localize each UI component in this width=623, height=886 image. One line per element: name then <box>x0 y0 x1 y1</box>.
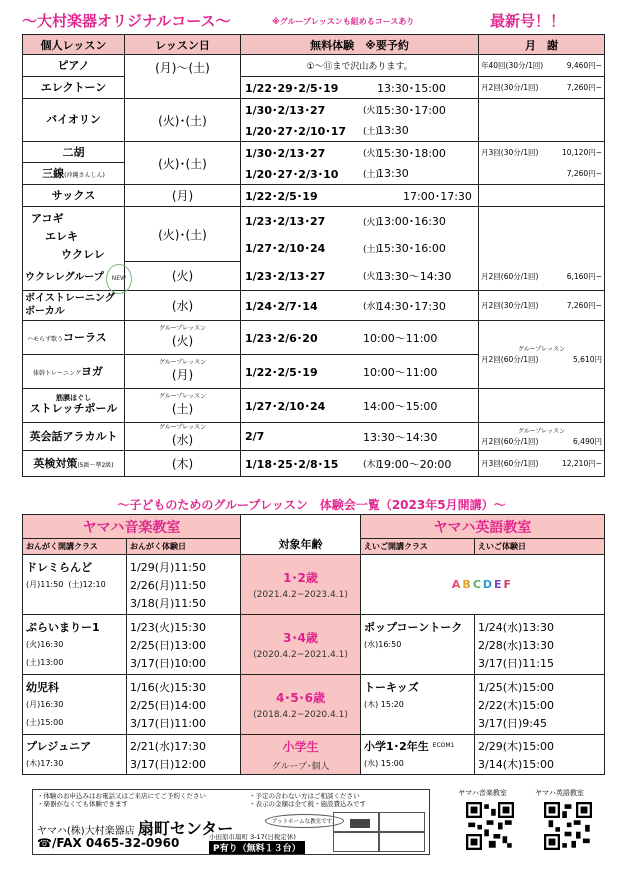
footer-notes-right: ・予定の合わない方はご相談ください ・表示の金額は全て税・施設費込みです <box>249 792 366 809</box>
parking-badge: P有り（無料１３台） <box>209 841 305 854</box>
music-class: ぷらいまりー1 (火)16:30 (土)13:00 <box>23 615 127 675</box>
english-school-header: ヤマハ英語教室 <box>361 515 605 539</box>
course-trial: 1/24･2/7･14 (水) 14:30･17:30 <box>241 291 479 321</box>
course-trial: 2/7 13:30～14:30 <box>241 423 479 451</box>
course-name: バイオリン <box>23 99 125 142</box>
music-trials: 1/16(火)15:30 2/25(日)14:00 3/17(日)11:00 <box>127 675 241 735</box>
table-row <box>23 99 605 142</box>
table-row <box>23 555 605 615</box>
course-fee <box>479 185 605 207</box>
col-header-fee: 月 謝 <box>479 35 605 55</box>
course-name: ハモらず歌うコーラス <box>23 321 125 355</box>
table-row <box>23 77 605 99</box>
music-class-header: おんがく開講クラス <box>23 539 127 555</box>
course-day: (月)〜(土) <box>125 55 241 99</box>
age-cell: 4･5･6歳 (2018.4.2~2020.4.1) <box>241 675 361 735</box>
course-name: ピアノ <box>23 55 125 77</box>
course-day: グループレッスン (水) <box>125 423 241 451</box>
course-name: アコギ エレキ ウクレレ ウクレレグループ NEW <box>23 207 125 291</box>
kids-header-row <box>23 515 605 539</box>
table-row <box>23 207 605 291</box>
age-header: 対象年齢 <box>241 515 361 555</box>
course-day: (水) <box>125 291 241 321</box>
course-day: グループレッスン (土) <box>125 389 241 423</box>
course-trial: 1/30･2/13･27 (火) 15:30･18:00 1/20･27･2/3･10 (土) 13:30 <box>241 142 479 185</box>
course-day: (木) <box>125 451 241 477</box>
course-trial: ①～⑪まで沢山あります。 <box>241 55 479 77</box>
music-class: 幼児科 (月)16:30 (土)15:00 <box>23 675 127 735</box>
course-fee: グループレッスン 月2回(60分/1回) 5,610円 <box>479 321 605 389</box>
age-cell: 3･4歳 (2020.4.2~2021.4.1) <box>241 615 361 675</box>
shop-phone: ☎/FAX 0465-32-0960 <box>37 836 180 850</box>
table-row <box>23 185 605 207</box>
course-trial: 1/23･2/6･20 10:00～11:00 <box>241 321 479 355</box>
footer-box <box>32 789 430 855</box>
col-header-lesson: 個人レッスン <box>23 35 125 55</box>
course-fee: 月3回(30分/1回) 10,120円~ 7,260円~ <box>479 142 605 185</box>
title-bar <box>22 6 602 34</box>
col-header-trial: 無料体験 ※要予約 <box>241 35 479 55</box>
age-cell: 小学生 グループ･個人 <box>241 735 361 775</box>
course-name: 英会話アラカルト <box>23 423 125 451</box>
table-row <box>23 675 605 735</box>
age-cell: 1･2歳 (2021.4.2~2023.4.1) <box>241 555 361 615</box>
course-fee: 年40回(30分/1回) 9,460円~ <box>479 55 605 77</box>
course-trial: 1/30･2/13･27 (火) 15:30･17:00 1/20･27･2/10･17 (土) 13:30 <box>241 99 479 142</box>
course-fee: 月3回(60分/1回) 12,210円~ <box>479 451 605 477</box>
music-trial-header: おんがく体験日 <box>127 539 241 555</box>
music-trials: 1/23(火)15:30 2/25(日)13:00 3/17(日)10:00 <box>127 615 241 675</box>
table-row <box>23 389 605 423</box>
qr-code-icon[interactable] <box>544 802 592 850</box>
english-trials: 1/25(木)15:00 2/22(木)15:00 3/17(日)9:45 <box>475 675 605 735</box>
course-trial: 1/18･25･2/8･15 (木) 19:00～20:00 <box>241 451 479 477</box>
col-header-day: レッスン日 <box>125 35 241 55</box>
course-day: (火)･(土) (火) <box>125 207 241 291</box>
music-class: ドレミらんど (月)11:50 (土)12:10 <box>23 555 127 615</box>
map-icon <box>333 812 425 852</box>
table-row <box>23 321 605 355</box>
shop-address: 小田原市扇町 3-17(日税定休) <box>209 833 296 841</box>
course-name: 体幹トレーニングヨガ <box>23 355 125 389</box>
page-title: 〜大村楽器オリジナルコース〜 <box>22 12 231 30</box>
course-name: 筋膜ほぐし ストレッチポール <box>23 389 125 423</box>
english-class: ポップコーントーク (水)16:50 <box>361 615 475 675</box>
course-day: グループレッスン (月) <box>125 355 241 389</box>
music-trials: 1/29(月)11:50 2/26(月)11:50 3/18(月)11:50 <box>127 555 241 615</box>
shop-name: ヤマハ(株)大村楽器店 扇町センター <box>37 819 234 838</box>
course-fee <box>479 389 605 423</box>
course-trial: 1/23･2/13･27 (火) 13:00･16:30 1/27･2/10･24 (土) 15:30･16:00 1/23･2/13･27 (火) 13:30～14:30 <box>241 207 479 291</box>
course-trial: 1/27･2/10･24 14:00～15:00 <box>241 389 479 423</box>
course-day: (月) <box>125 185 241 207</box>
course-day: (火)･(土) <box>125 142 241 185</box>
table-row <box>23 735 605 775</box>
kids-table <box>22 514 605 775</box>
course-fee: 月2回(30分/1回) 7,260円~ <box>479 291 605 321</box>
course-trial: 1/22･2/5･19 10:00～11:00 <box>241 355 479 389</box>
course-trial: 1/22･2/5･19 17:00･17:30 <box>241 185 479 207</box>
qr-label-english: ヤマハ英語教室 <box>535 789 584 797</box>
table-row <box>23 423 605 451</box>
english-class: トーキッズ (木) 15:20 <box>361 675 475 735</box>
course-day: グループレッスン (火) <box>125 321 241 355</box>
course-day: (火)･(土) <box>125 99 241 142</box>
abc-decoration: ABCDEF <box>361 555 605 615</box>
music-class: プレジュニア (木)17:30 <box>23 735 127 775</box>
latest-badge: 最新号！！ <box>490 12 566 30</box>
english-class: 小学1･2年生 ECOM1 (水) 15:00 <box>361 735 475 775</box>
footer-notes-left: ・体験のお申込みはお電話又はご来店にてご予約ください ・楽器がなくても体験できます <box>37 792 206 809</box>
course-name: ボイストレーニング ボーカル <box>23 291 125 321</box>
new-badge: NEW <box>106 264 132 294</box>
english-trials: 2/29(木)15:00 3/14(木)15:00 <box>475 735 605 775</box>
qr-code-icon[interactable] <box>466 802 514 850</box>
table-row <box>23 142 605 185</box>
shop-bubble: アットホームな教室です。 <box>265 814 344 828</box>
course-name: サックス <box>23 185 125 207</box>
music-school-header: ヤマハ音楽教室 <box>23 515 241 539</box>
course-fee <box>479 99 605 142</box>
table-row <box>23 291 605 321</box>
table-row <box>23 55 605 77</box>
english-trial-header: えいご体験日 <box>475 539 605 555</box>
course-table <box>22 34 605 477</box>
course-name: 二胡 三線(沖縄さんしん) <box>23 142 125 185</box>
course-name: エレクトーン <box>23 77 125 99</box>
music-trials: 2/21(水)17:30 3/17(日)12:00 <box>127 735 241 775</box>
kids-section-title: 〜子どものためのグループレッスン 体験会一覧（2023年5月開講）〜 <box>117 498 506 512</box>
table-row <box>23 451 605 477</box>
course-trial: 1/22･29･2/5･19 13:30･15:00 <box>241 77 479 99</box>
course-fee: グループレッスン 月2回(60分/1回) 6,490円 <box>479 423 605 451</box>
course-table-header <box>23 35 605 55</box>
table-row <box>23 615 605 675</box>
qr-label-music: ヤマハ音楽教室 <box>458 789 507 797</box>
course-name: 英検対策(5級～準2級) <box>23 451 125 477</box>
course-fee: 月2回(30分/1回) 7,260円~ <box>479 77 605 99</box>
english-class-header: えいご開講クラス <box>361 539 475 555</box>
english-trials: 1/24(水)13:30 2/28(水)13:30 3/17(日)11:15 <box>475 615 605 675</box>
course-fee: 月2回(60分/1回) 6,160円~ <box>479 207 605 291</box>
title-note: ※グループレッスンも組めるコースあり <box>272 17 415 26</box>
